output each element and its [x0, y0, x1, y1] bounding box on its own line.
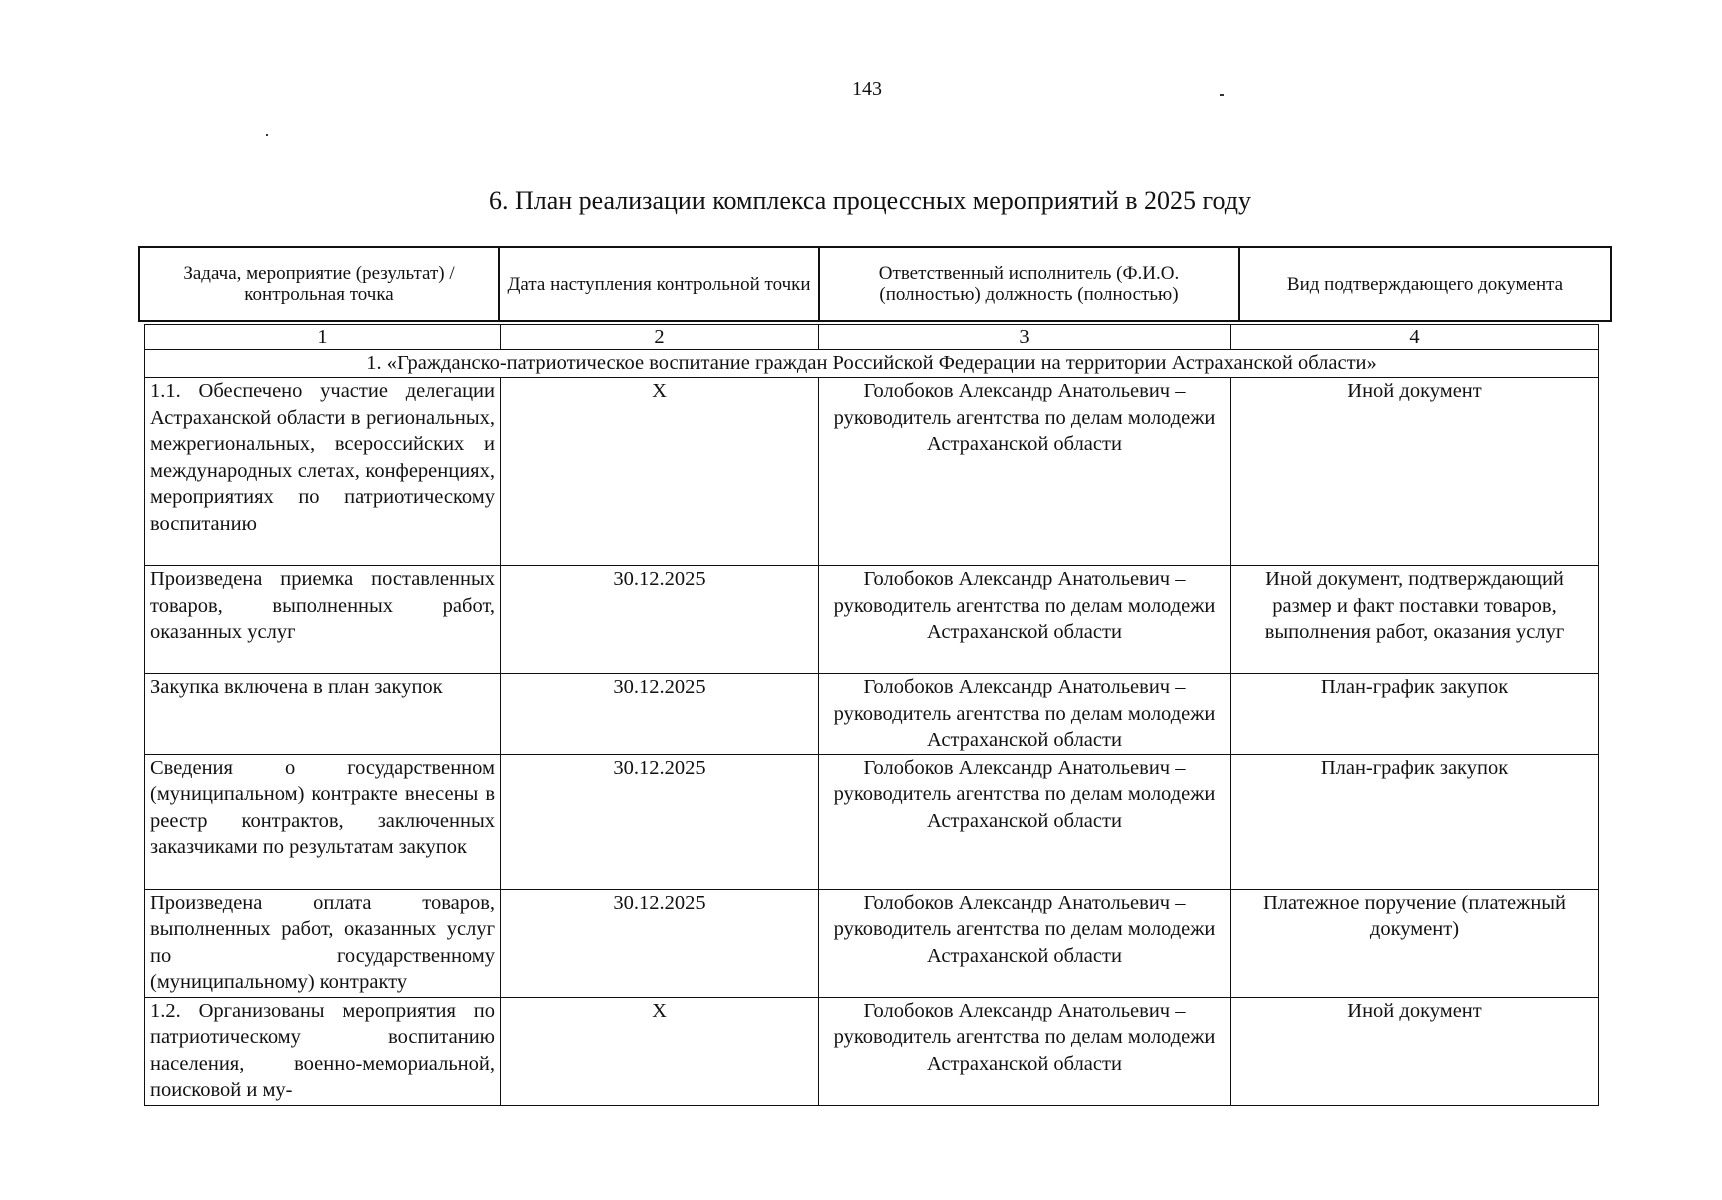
- section-title: 1. «Гражданско-патриотическое воспитание граждан Российской Федерации на территории Астраханской области»: [145, 350, 1599, 378]
- table-row: [145, 997, 1599, 1105]
- header-task: Задача, мероприятие (результат) / контрольная точка: [139, 247, 499, 321]
- responsible-cell: Голобоков Александр Анатольевич – руководитель агентства по делам молодежи Астраханской области: [819, 754, 1231, 889]
- task-cell: Сведения о государственном (муниципальном) контракте внесены в реестр контрактов, заключенных заказчиками по результатам закупок: [145, 754, 501, 889]
- task-cell: Закупка включена в план закупок: [145, 674, 501, 755]
- column-number: 3: [819, 325, 1231, 350]
- responsible-cell: Голобоков Александр Анатольевич – руководитель агентства по делам молодежи Астраханской области: [819, 566, 1231, 674]
- table-row: [145, 889, 1599, 997]
- header-table: [138, 246, 1612, 322]
- document-cell: Платежное поручение (платежный документ): [1231, 889, 1599, 997]
- date-cell: 30.12.2025: [501, 754, 819, 889]
- section-row: [145, 350, 1599, 378]
- document-cell: Иной документ: [1231, 997, 1599, 1105]
- date-cell: 30.12.2025: [501, 566, 819, 674]
- document-cell: План-график закупок: [1231, 754, 1599, 889]
- page-number: 143: [852, 78, 882, 100]
- header-date: Дата наступления контрольной точки: [499, 247, 819, 321]
- document-cell: Иной документ, подтверждающий размер и факт поставки товаров, выполнения работ, оказания услуг: [1231, 566, 1599, 674]
- date-cell: 30.12.2025: [501, 889, 819, 997]
- date-cell: X: [501, 997, 819, 1105]
- column-number: 2: [501, 325, 819, 350]
- column-number: 4: [1231, 325, 1599, 350]
- document-cell: Иной документ: [1231, 378, 1599, 566]
- column-numbers-row: [145, 325, 1599, 350]
- header-document: Вид подтверждающего документа: [1239, 247, 1611, 321]
- task-cell: Произведена приемка поставленных товаров, выполненных работ, оказанных услуг: [145, 566, 501, 674]
- column-number: 1: [145, 325, 501, 350]
- responsible-cell: Голобоков Александр Анатольевич – руководитель агентства по делам молодежи Астраханской области: [819, 889, 1231, 997]
- responsible-cell: Голобоков Александр Анатольевич – руководитель агентства по делам молодежи Астраханской области: [819, 997, 1231, 1105]
- date-cell: X: [501, 378, 819, 566]
- page-title: 6. План реализации комплекса процессных мероприятий в 2025 году: [488, 186, 1252, 215]
- table-row: [145, 566, 1599, 674]
- table-row: [145, 754, 1599, 889]
- task-cell: Произведена оплата товаров, выполненных работ, оказанных услуг по государственному (муниципальному) контракту: [145, 889, 501, 997]
- task-cell: 1.2. Организованы мероприятия по патриотическому воспитанию населения, военно-мемориальной, поисковой и му-: [145, 997, 501, 1105]
- task-cell: 1.1. Обеспечено участие делегации Астраханской области в региональных, межрегиональных, всероссийских и международных слетах, конференциях, мероприятиях по патриотическому воспитанию: [145, 378, 501, 566]
- date-cell: 30.12.2025: [501, 674, 819, 755]
- document-cell: План-график закупок: [1231, 674, 1599, 755]
- plan-table: [144, 324, 1599, 1106]
- scan-speck: [1220, 94, 1224, 96]
- responsible-cell: Голобоков Александр Анатольевич – руководитель агентства по делам молодежи Астраханской области: [819, 674, 1231, 755]
- scan-speck: [266, 134, 268, 136]
- table-row: [145, 674, 1599, 755]
- responsible-cell: Голобоков Александр Анатольевич – руководитель агентства по делам молодежи Астраханской области: [819, 378, 1231, 566]
- table-row: [145, 378, 1599, 566]
- header-responsible: Ответственный исполнитель (Ф.И.О. (полностью) должность (полностью): [819, 247, 1239, 321]
